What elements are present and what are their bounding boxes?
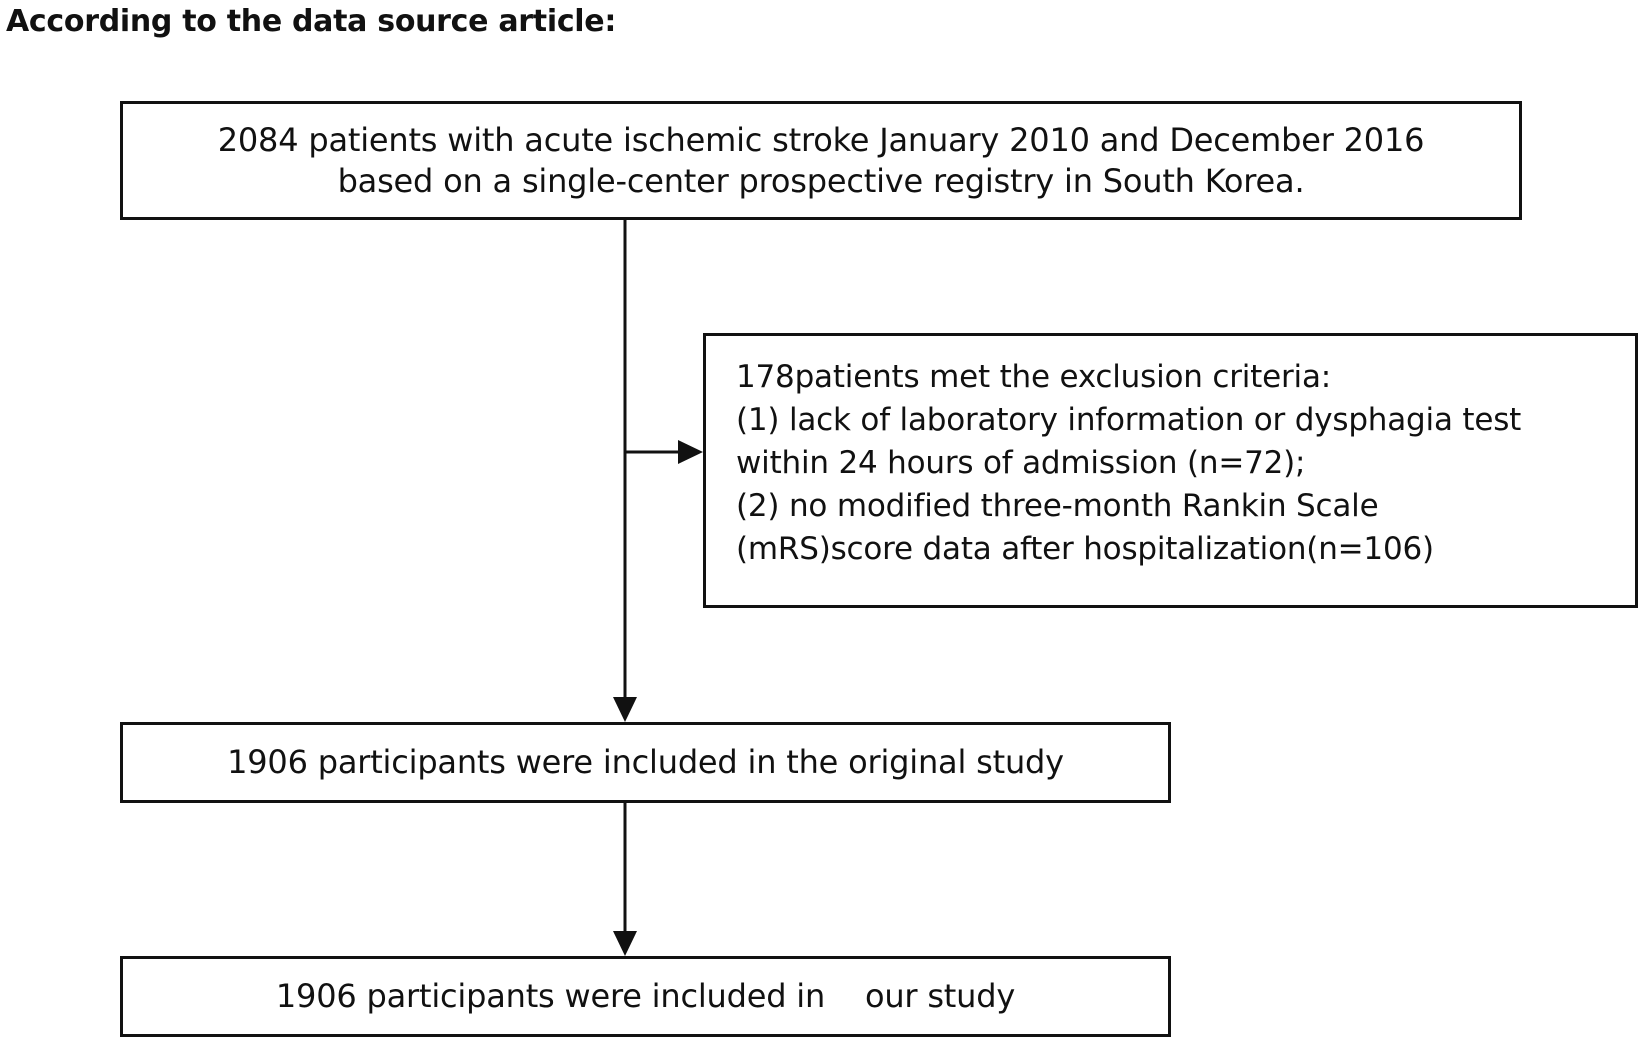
our-study-line: 1906 participants were included in our study bbox=[275, 977, 1016, 1015]
exclusion-criteria-box bbox=[703, 333, 1638, 608]
arrowhead-ours bbox=[613, 931, 637, 956]
our-study-box bbox=[120, 956, 1171, 1037]
original-study-box bbox=[120, 722, 1171, 803]
exclusion-line: (1) lack of laboratory information or dysphagia test bbox=[736, 402, 1522, 438]
arrowhead-original bbox=[613, 697, 637, 722]
original-study-line: 1906 participants were included in the original study bbox=[227, 743, 1064, 781]
registry-line: 2084 patients with acute ischemic stroke January 2010 and December 2016 bbox=[217, 120, 1425, 159]
exclusion-line: within 24 hours of admission (n=72); bbox=[736, 445, 1306, 481]
exclusion-line: (2) no modified three-month Rankin Scale bbox=[736, 488, 1379, 524]
registry-box bbox=[120, 101, 1522, 220]
arrowhead-exclusion bbox=[678, 440, 703, 464]
diagram-heading: According to the data source article: bbox=[6, 4, 617, 39]
exclusion-line: (mRS)score data after hospitalization(n=106) bbox=[736, 531, 1434, 567]
exclusion-line: 178patients met the exclusion criteria: bbox=[736, 359, 1331, 395]
registry-line: based on a single-center prospective registry in South Korea. bbox=[337, 161, 1305, 200]
